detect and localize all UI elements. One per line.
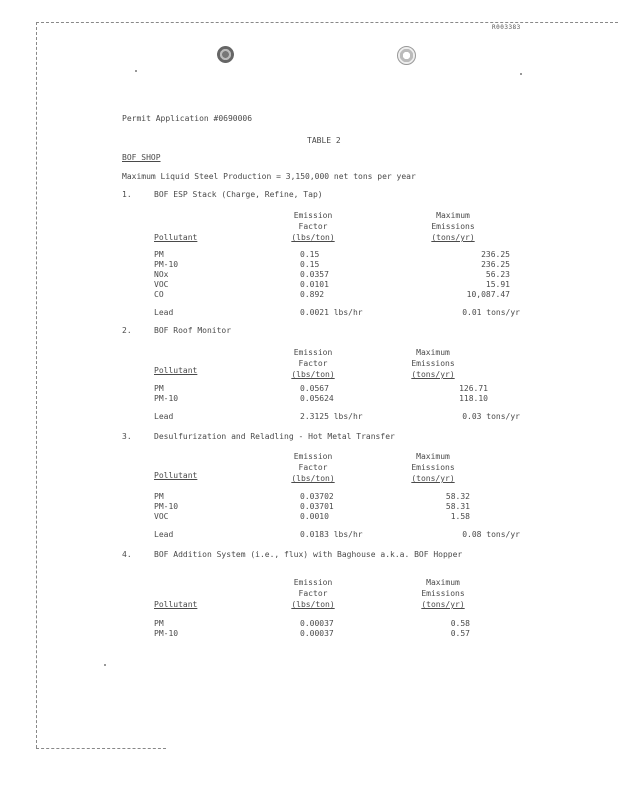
source-number: 1. bbox=[122, 190, 132, 199]
pollutant-header: Pollutant bbox=[154, 600, 198, 609]
lead-label: Lead bbox=[154, 530, 174, 539]
emissions-cell: 126.71 bbox=[459, 384, 488, 393]
ef-header: Emission bbox=[293, 211, 333, 220]
seal-right-icon bbox=[397, 46, 416, 65]
table-title: TABLE 2 bbox=[307, 136, 341, 145]
emissions-cell: 58.32 bbox=[445, 492, 470, 501]
factor-cell: 0.0567 bbox=[300, 384, 329, 393]
factor-cell: 0.0101 bbox=[300, 280, 329, 289]
factor-cell: 0.05624 bbox=[300, 394, 334, 403]
ef-header: Factor bbox=[298, 463, 328, 472]
me-header: Maximum bbox=[426, 578, 460, 587]
lead-factor: 0.0021 lbs/hr bbox=[300, 308, 363, 317]
lead-emissions: 0.03 tons/yr bbox=[462, 412, 520, 421]
emissions-cell: 118.10 bbox=[459, 394, 488, 403]
pollutant-header: Pollutant bbox=[154, 233, 198, 242]
scan-border-left bbox=[36, 22, 37, 748]
emissions-cell: 1.58 bbox=[450, 512, 470, 521]
emissions-cell: 236.25 bbox=[481, 260, 510, 269]
factor-cell: 0.15 bbox=[300, 250, 320, 259]
pollutant-cell: PM bbox=[154, 250, 164, 259]
emissions-cell: 0.58 bbox=[450, 619, 470, 628]
me-header: Maximum bbox=[416, 452, 450, 461]
factor-cell: 0.03701 bbox=[300, 502, 334, 511]
pollutant-cell: PM-10 bbox=[154, 394, 179, 403]
pollutant-header: Pollutant bbox=[154, 471, 198, 480]
factor-cell: 0.0010 bbox=[300, 512, 329, 521]
lead-label: Lead bbox=[154, 308, 174, 317]
me-header-unit: (tons/yr) bbox=[411, 474, 455, 483]
factor-cell: 0.15 bbox=[300, 260, 320, 269]
ef-header: Factor bbox=[298, 359, 328, 368]
lead-factor: 2.3125 lbs/hr bbox=[300, 412, 363, 421]
pollutant-cell: PM bbox=[154, 384, 164, 393]
ef-header: Emission bbox=[293, 348, 333, 357]
ef-header: Factor bbox=[298, 222, 328, 231]
emissions-cell: 56.23 bbox=[485, 270, 510, 279]
source-title: BOF Addition System (i.e., flux) with Baghouse a.k.a. BOF Hopper bbox=[154, 550, 463, 559]
source-number: 2. bbox=[122, 326, 132, 335]
pollutant-cell: PM-10 bbox=[154, 629, 179, 638]
factor-cell: 0.892 bbox=[300, 290, 325, 299]
lead-emissions: 0.01 tons/yr bbox=[462, 308, 520, 317]
ef-header-unit: (lbs/ton) bbox=[291, 474, 335, 483]
pollutant-cell: PM-10 bbox=[154, 502, 179, 511]
seal-left-icon bbox=[217, 46, 234, 63]
ef-header: Emission bbox=[293, 578, 333, 587]
factor-cell: 0.00037 bbox=[300, 619, 334, 628]
emissions-cell: 58.31 bbox=[445, 502, 470, 511]
scan-border-top bbox=[36, 22, 618, 23]
me-header: Maximum bbox=[436, 211, 470, 220]
section-heading: BOF SHOP bbox=[122, 153, 161, 162]
pollutant-header: Pollutant bbox=[154, 366, 198, 375]
bates-stamp: R003383 bbox=[492, 24, 521, 31]
lead-label: Lead bbox=[154, 412, 174, 421]
source-title: BOF ESP Stack (Charge, Refine, Tap) bbox=[154, 190, 323, 199]
pollutant-cell: VOC bbox=[154, 512, 169, 521]
factor-cell: 0.03702 bbox=[300, 492, 334, 501]
me-header: Emissions bbox=[411, 463, 455, 472]
ef-header-unit: (lbs/ton) bbox=[291, 600, 335, 609]
pollutant-cell: NOx bbox=[154, 270, 169, 279]
source-number: 4. bbox=[122, 550, 132, 559]
pollutant-cell: PM-10 bbox=[154, 260, 179, 269]
pollutant-cell: PM bbox=[154, 619, 164, 628]
pollutant-cell: VOC bbox=[154, 280, 169, 289]
emissions-cell: 10,087.47 bbox=[466, 290, 510, 299]
ef-header-unit: (lbs/ton) bbox=[291, 233, 335, 242]
me-header: Emissions bbox=[421, 589, 465, 598]
me-header: Emissions bbox=[431, 222, 475, 231]
factor-cell: 0.00037 bbox=[300, 629, 334, 638]
ef-header-unit: (lbs/ton) bbox=[291, 370, 335, 379]
me-header-unit: (tons/yr) bbox=[431, 233, 475, 242]
permit-title: Permit Application #0690006 bbox=[122, 114, 253, 123]
pollutant-cell: CO bbox=[154, 290, 164, 299]
me-header: Maximum bbox=[416, 348, 450, 357]
source-title: BOF Roof Monitor bbox=[154, 326, 232, 335]
scan-border-bottom bbox=[36, 748, 166, 749]
me-header-unit: (tons/yr) bbox=[421, 600, 465, 609]
speck bbox=[135, 70, 137, 72]
speck bbox=[520, 73, 522, 75]
speck bbox=[104, 664, 106, 666]
source-number: 3. bbox=[122, 432, 132, 441]
lead-emissions: 0.08 tons/yr bbox=[462, 530, 520, 539]
emissions-cell: 15.91 bbox=[485, 280, 510, 289]
lead-factor: 0.0183 lbs/hr bbox=[300, 530, 363, 539]
emissions-cell: 0.57 bbox=[450, 629, 470, 638]
me-header: Emissions bbox=[411, 359, 455, 368]
ef-header: Factor bbox=[298, 589, 328, 598]
pollutant-cell: PM bbox=[154, 492, 164, 501]
ef-header: Emission bbox=[293, 452, 333, 461]
emissions-cell: 236.25 bbox=[481, 250, 510, 259]
factor-cell: 0.0357 bbox=[300, 270, 329, 279]
max-production: Maximum Liquid Steel Production = 3,150,000 net tons per year bbox=[122, 172, 416, 181]
me-header-unit: (tons/yr) bbox=[411, 370, 455, 379]
source-title: Desulfurization and Reladling - Hot Metal Transfer bbox=[154, 432, 395, 441]
